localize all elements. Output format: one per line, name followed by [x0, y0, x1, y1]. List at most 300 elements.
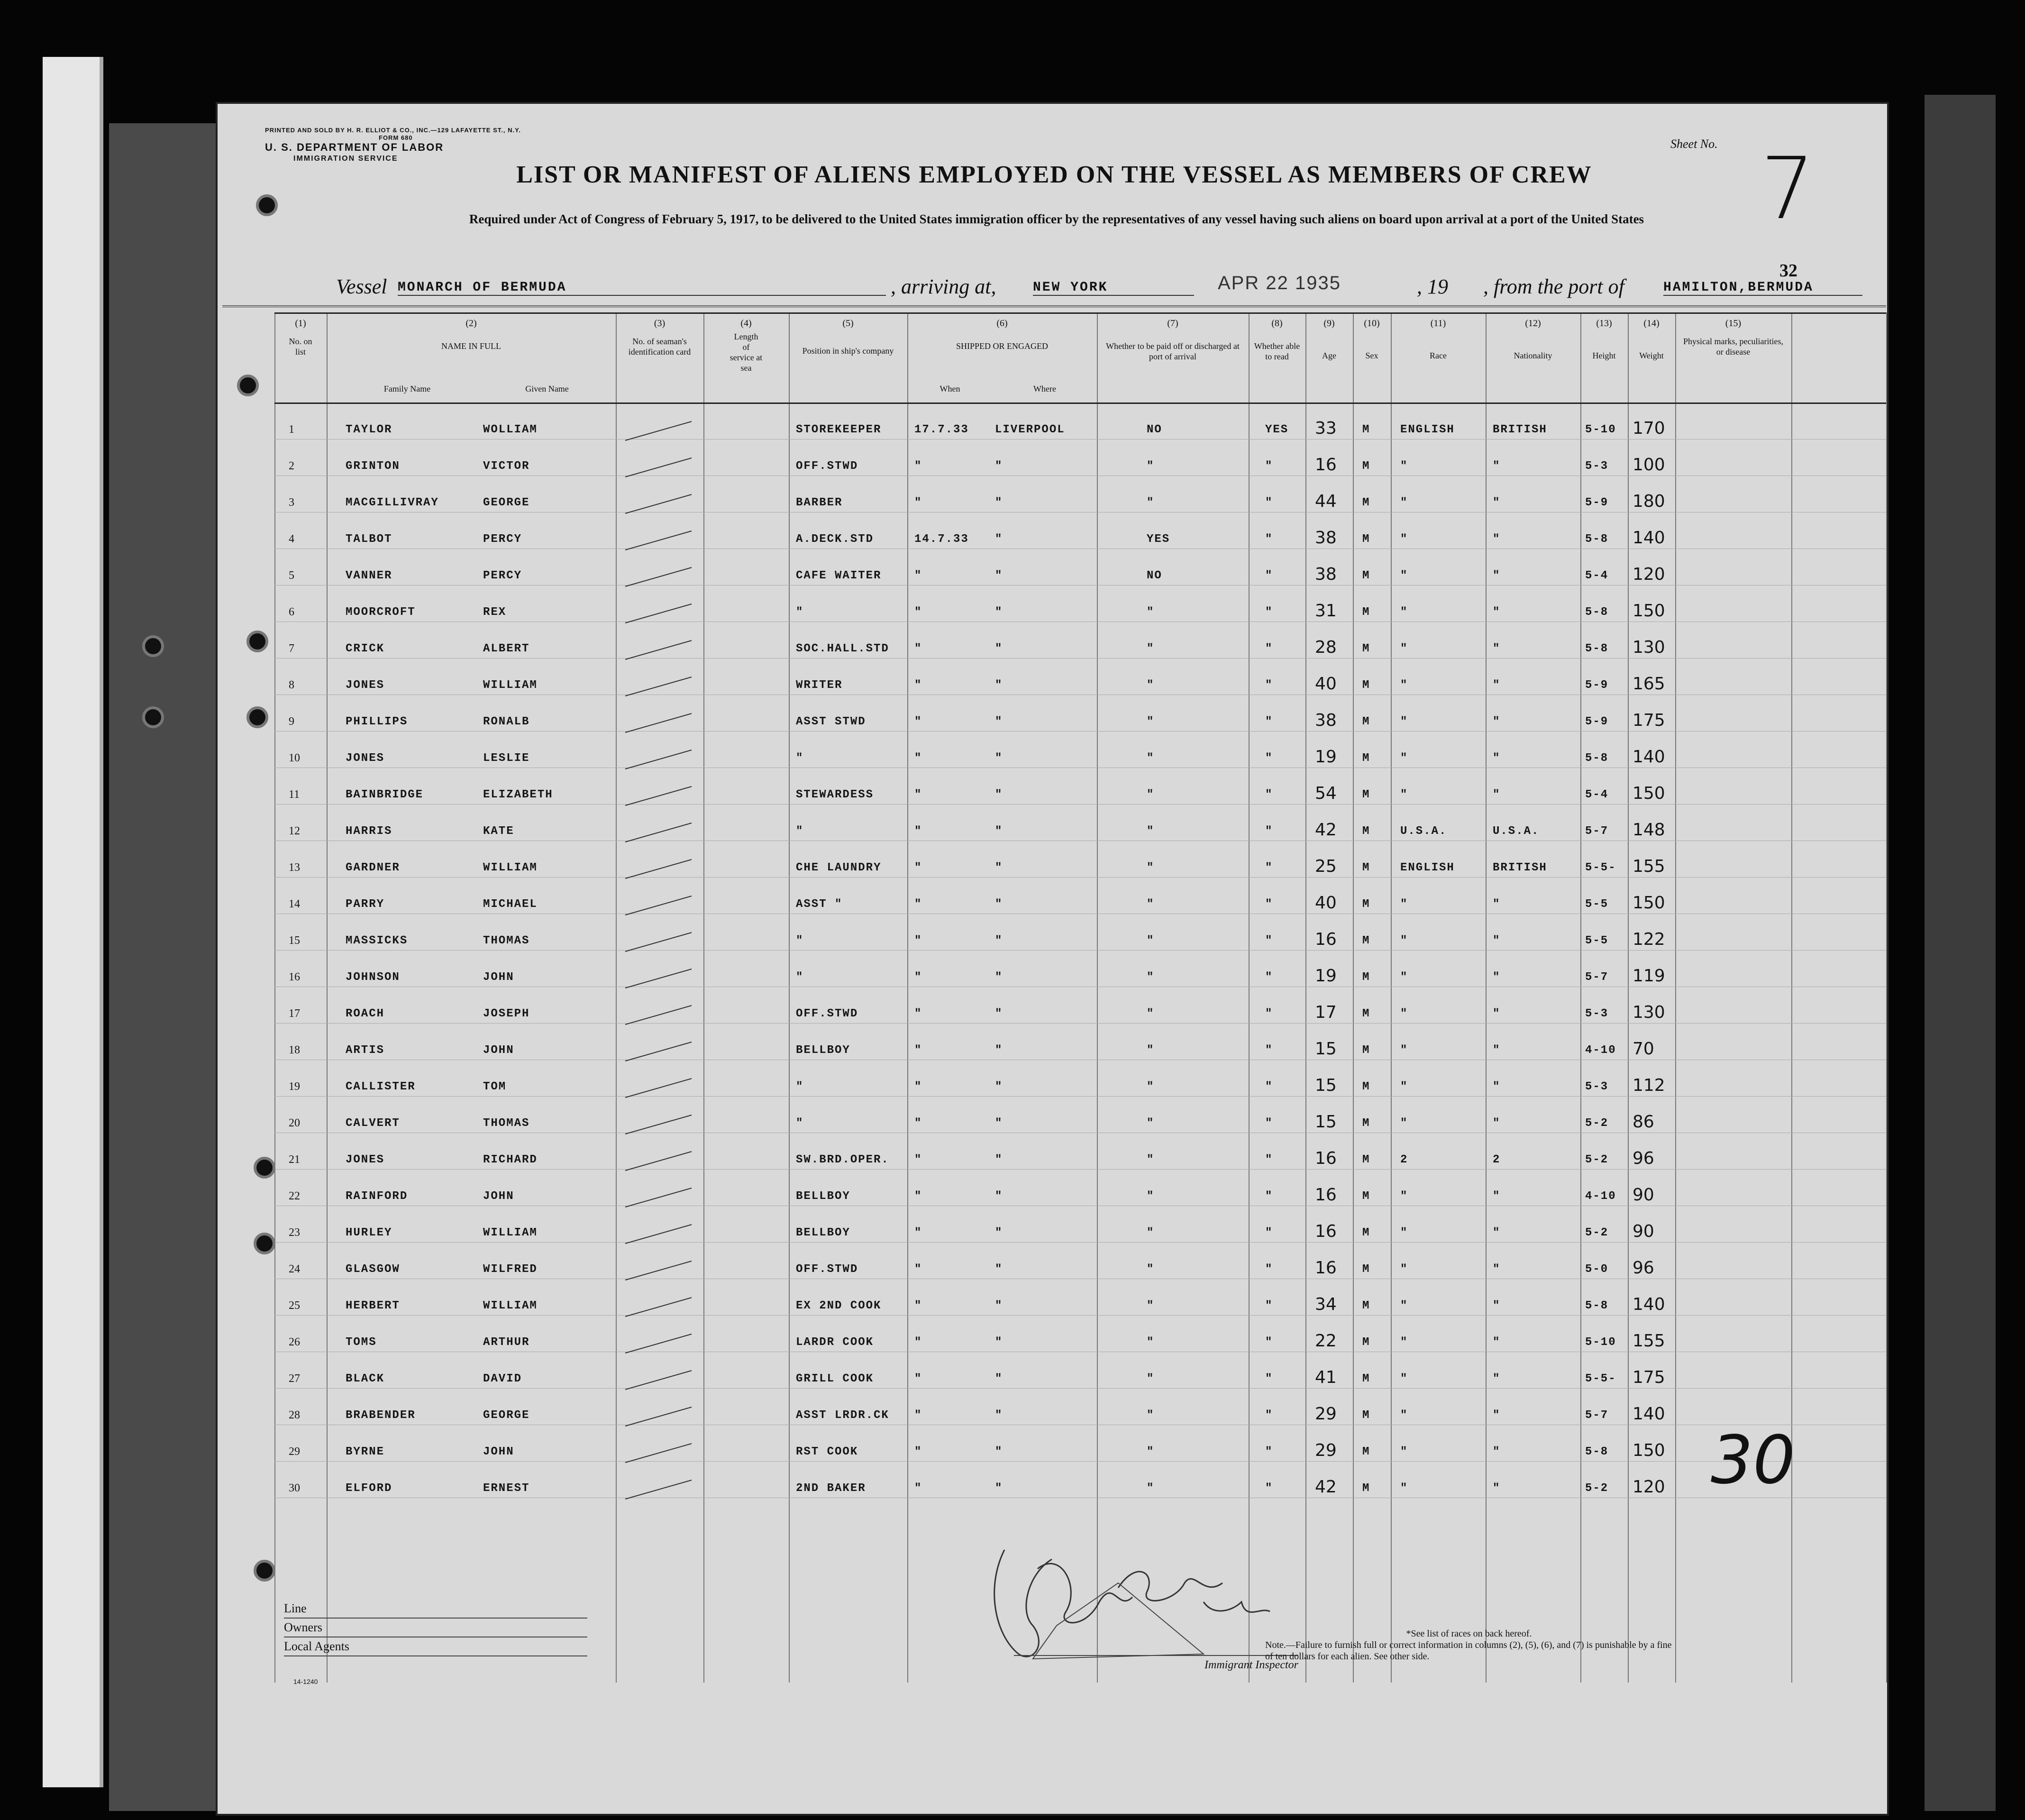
cell-height: 5-5- [1585, 861, 1616, 874]
cell-height: 5-5 [1585, 898, 1609, 911]
cell-read: " [1265, 1409, 1273, 1422]
cell-position: SW.BRD.OPER. [796, 1153, 889, 1166]
cell-family: HURLEY [346, 1226, 392, 1239]
cell-family: HERBERT [346, 1299, 400, 1312]
cell-paid-off: " [1147, 971, 1155, 984]
cell-height: 5-2 [1585, 1153, 1609, 1166]
cell-weight: 70 [1633, 1039, 1654, 1059]
cell-where: " [995, 642, 1003, 655]
department-name: U. S. DEPARTMENT OF LABOR [265, 141, 444, 153]
col2-num: (2) [465, 318, 477, 329]
cell-where: " [995, 460, 1003, 473]
cell-no: 22 [289, 1190, 300, 1202]
cell-paid-off: " [1147, 1445, 1155, 1458]
cell-sex: M [1362, 752, 1370, 765]
cell-no: 20 [289, 1117, 300, 1129]
cell-given: LESLIE [483, 752, 530, 765]
cell-where: " [995, 825, 1003, 838]
col14-num: (14) [1643, 318, 1660, 329]
cell-when: " [914, 898, 922, 911]
cell-sex: M [1362, 569, 1370, 582]
cell-when: " [914, 1482, 922, 1495]
cell-height: 5-3 [1585, 460, 1609, 473]
cell-weight: 130 [1633, 638, 1665, 657]
cell-position: EX 2ND COOK [796, 1299, 882, 1312]
cell-race: " [1400, 898, 1408, 911]
cell-race: " [1400, 971, 1408, 984]
cell-family: PHILLIPS [346, 715, 408, 728]
cell-race: " [1400, 715, 1408, 728]
col2-label: NAME IN FULL [441, 341, 501, 351]
cell-given: ERNEST [483, 1482, 530, 1495]
cell-race: " [1400, 1190, 1408, 1203]
cell-race: ENGLISH [1400, 861, 1455, 874]
year-label: , 19 [1417, 275, 1448, 298]
cell-family: BLACK [346, 1372, 385, 1385]
cell-where: " [995, 1153, 1003, 1166]
cell-where: " [995, 496, 1003, 509]
cell-family: PARRY [346, 898, 385, 911]
cell-when: " [914, 569, 922, 582]
cell-race: " [1400, 1263, 1408, 1276]
cell-given: WILLIAM [483, 1299, 538, 1312]
cell-paid-off: " [1147, 1117, 1155, 1130]
cell-sex: M [1362, 1153, 1370, 1166]
cell-read: " [1265, 606, 1273, 619]
binder-backing [109, 123, 218, 1811]
cell-age: 42 [1315, 820, 1337, 840]
cell-read: " [1265, 752, 1273, 765]
cell-age: 42 [1315, 1477, 1337, 1497]
cell-nationality: 2 [1493, 1153, 1501, 1166]
cell-race: " [1400, 1372, 1408, 1385]
cell-read: " [1265, 569, 1273, 582]
cell-read: " [1265, 971, 1273, 984]
cell-nationality: " [1493, 1372, 1501, 1385]
cell-race: " [1400, 679, 1408, 692]
col6-num: (6) [996, 318, 1008, 329]
cell-position: SOC.HALL.STD [796, 642, 889, 655]
page-title: LIST OR MANIFEST OF ALIENS EMPLOYED ON THE VESSEL AS MEMBERS OF CREW [516, 161, 1592, 188]
cell-sex: M [1362, 788, 1370, 801]
cell-position: LARDR COOK [796, 1336, 874, 1349]
cell-race: " [1400, 1299, 1408, 1312]
cell-family: MOORCROFT [346, 606, 416, 619]
cell-when: " [914, 1153, 922, 1166]
cell-position: ASST LRDR.CK [796, 1409, 889, 1422]
cell-nationality: " [1493, 1190, 1501, 1203]
cell-weight: 122 [1633, 930, 1665, 949]
cell-when: " [914, 1372, 922, 1385]
cell-height: 5-5 [1585, 934, 1609, 947]
cell-when: " [914, 861, 922, 874]
manifest-sheet [216, 102, 1889, 1816]
cell-height: 5-3 [1585, 1007, 1609, 1020]
cell-where: " [995, 1190, 1003, 1203]
cell-weight: 120 [1633, 565, 1665, 584]
cell-nationality: " [1493, 752, 1501, 765]
cell-weight: 150 [1633, 1441, 1665, 1460]
cell-read: " [1265, 1445, 1273, 1458]
col6-where: Where [1033, 384, 1056, 393]
cell-paid-off: " [1147, 1190, 1155, 1203]
cell-family: ARTIS [346, 1044, 385, 1057]
dash-mark [625, 1115, 692, 1134]
cell-age: 25 [1315, 857, 1337, 876]
cell-family: MASSICKS [346, 934, 408, 947]
cell-read: YES [1265, 423, 1289, 436]
cell-height: 5-2 [1585, 1482, 1609, 1495]
cell-no: 12 [289, 825, 300, 837]
cell-sex: M [1362, 1080, 1370, 1093]
cell-weight: 175 [1633, 1368, 1665, 1387]
cell-position: ASST " [796, 898, 843, 911]
footer-form-number: 14-1240 [293, 1678, 318, 1685]
cell-given: KATE [483, 825, 514, 838]
cell-when: " [914, 642, 922, 655]
cell-paid-off: " [1147, 1372, 1155, 1385]
cell-age: 38 [1315, 565, 1337, 584]
cell-paid-off: " [1147, 1153, 1155, 1166]
dash-mark [625, 458, 692, 477]
dash-mark [625, 1152, 692, 1171]
cell-paid-off: " [1147, 642, 1155, 655]
cell-no: 21 [289, 1153, 300, 1166]
cell-paid-off: " [1147, 1482, 1155, 1495]
cell-nationality: " [1493, 715, 1501, 728]
id-card-dash-marks [616, 402, 703, 1540]
cell-race: " [1400, 788, 1408, 801]
cell-weight: 155 [1633, 1331, 1665, 1351]
binder-tab [43, 57, 103, 1787]
cell-read: " [1265, 1372, 1273, 1385]
cell-weight: 86 [1633, 1112, 1654, 1132]
cell-height: 5-8 [1585, 752, 1609, 765]
cell-given: ELIZABETH [483, 788, 553, 801]
cell-weight: 100 [1633, 455, 1665, 475]
dash-mark [625, 1188, 692, 1207]
cell-given: GEORGE [483, 496, 530, 509]
cell-position: CAFE WAITER [796, 569, 882, 582]
sheet-no-label: Sheet No. [1670, 137, 1718, 151]
cell-read: " [1265, 934, 1273, 947]
cell-no: 25 [289, 1299, 300, 1312]
sheet-number: 7 [1760, 139, 1815, 238]
cell-where: " [995, 1117, 1003, 1130]
cell-position: " [796, 934, 804, 947]
cell-sex: M [1362, 1482, 1370, 1495]
cell-where: " [995, 898, 1003, 911]
cell-weight: 140 [1633, 1295, 1665, 1314]
service-name: IMMIGRATION SERVICE [293, 155, 398, 163]
cell-sex: M [1362, 1007, 1370, 1020]
cell-sex: M [1362, 1372, 1370, 1385]
cell-sex: M [1362, 898, 1370, 911]
cell-position: OFF.STWD [796, 1007, 858, 1020]
col11-num: (11) [1430, 318, 1446, 329]
cell-read: " [1265, 1226, 1273, 1239]
cell-given: RONALB [483, 715, 530, 728]
cell-age: 15 [1315, 1076, 1337, 1095]
col6-label: SHIPPED OR ENGAGED [956, 341, 1048, 351]
cell-family: BRABENDER [346, 1409, 416, 1422]
owners-label: Owners [284, 1619, 587, 1637]
cell-paid-off: " [1147, 1263, 1155, 1276]
cell-position: BELLBOY [796, 1190, 850, 1203]
col7-num: (7) [1167, 318, 1178, 329]
vessel-name: MONARCH OF BERMUDA [398, 280, 886, 296]
cell-age: 34 [1315, 1295, 1337, 1314]
cell-race: 2 [1400, 1153, 1408, 1166]
cell-age: 16 [1315, 455, 1337, 475]
cell-weight: 180 [1633, 492, 1665, 511]
cell-family: RAINFORD [346, 1190, 408, 1203]
dash-mark [625, 1371, 692, 1390]
cell-nationality: " [1493, 460, 1501, 473]
cell-given: THOMAS [483, 934, 530, 947]
cell-sex: M [1362, 606, 1370, 619]
cell-age: 54 [1315, 784, 1337, 803]
col13-label: Height [1592, 351, 1616, 360]
cell-age: 31 [1315, 601, 1337, 621]
cell-read: " [1265, 496, 1273, 509]
cell-read: " [1265, 533, 1273, 546]
cell-age: 16 [1315, 1222, 1337, 1241]
cell-family: BAINBRIDGE [346, 788, 424, 801]
col10-label: Sex [1365, 351, 1378, 360]
cell-paid-off: NO [1147, 569, 1162, 582]
cell-where: " [995, 569, 1003, 582]
cell-when: " [914, 1190, 922, 1203]
cell-weight: 155 [1633, 857, 1665, 876]
cell-where: " [995, 1336, 1003, 1349]
col1-label: No. on list [289, 337, 312, 357]
dash-mark [625, 640, 692, 659]
cell-weight: 90 [1633, 1185, 1654, 1205]
cell-no: 1 [289, 423, 294, 436]
cell-family: ROACH [346, 1007, 385, 1020]
cell-family: JONES [346, 752, 385, 765]
cell-sex: M [1362, 1299, 1370, 1312]
col15-num: (15) [1725, 318, 1742, 329]
cell-race: " [1400, 1117, 1408, 1130]
punch-hole [246, 631, 268, 652]
form-number: FORM 680 [379, 134, 413, 141]
cell-given: PERCY [483, 533, 522, 546]
col3-num: (3) [654, 318, 666, 329]
cell-paid-off: " [1147, 460, 1155, 473]
cell-family: CALLISTER [346, 1080, 416, 1093]
dash-mark [625, 1407, 692, 1426]
cell-age: 17 [1315, 1003, 1337, 1022]
cell-given: WILLIAM [483, 1226, 538, 1239]
cell-family: BYRNE [346, 1445, 385, 1458]
cell-no: 7 [289, 642, 294, 655]
cell-when: " [914, 606, 922, 619]
vessel-line [336, 274, 1891, 303]
dash-mark [625, 1006, 692, 1024]
cell-when: " [914, 1336, 922, 1349]
cell-position: BELLBOY [796, 1226, 850, 1239]
cell-paid-off: " [1147, 752, 1155, 765]
cell-sex: M [1362, 1409, 1370, 1422]
cell-where: " [995, 752, 1003, 765]
footnote-races: *See list of races on back hereof. [1406, 1628, 1532, 1639]
cell-read: " [1265, 1044, 1273, 1057]
cell-position: 2ND BAKER [796, 1482, 866, 1495]
dash-mark [625, 494, 692, 513]
cell-race: " [1400, 752, 1408, 765]
col12-num: (12) [1525, 318, 1541, 329]
dash-mark [625, 823, 692, 842]
cell-where: " [995, 1299, 1003, 1312]
cell-height: 5-9 [1585, 715, 1609, 728]
cell-when: " [914, 825, 922, 838]
cell-paid-off: " [1147, 1044, 1155, 1057]
cell-no: 2 [289, 460, 294, 472]
cell-race: " [1400, 569, 1408, 582]
cell-nationality: U.S.A. [1493, 825, 1540, 838]
col5-label: Position in ship's company [802, 346, 894, 356]
cell-where: " [995, 533, 1003, 546]
cell-family: MACGILLIVRAY [346, 496, 439, 509]
cell-sex: M [1362, 1445, 1370, 1458]
cell-weight: 90 [1633, 1222, 1654, 1241]
col4-num: (4) [740, 318, 752, 329]
cell-weight: 165 [1633, 674, 1665, 694]
cell-position: " [796, 606, 804, 619]
cell-when: " [914, 971, 922, 984]
cell-paid-off: " [1147, 861, 1155, 874]
cell-height: 5-5- [1585, 1372, 1616, 1385]
cell-read: " [1265, 460, 1273, 473]
cell-age: 15 [1315, 1112, 1337, 1132]
dash-mark [625, 1225, 692, 1244]
cell-height: 5-8 [1585, 1445, 1609, 1458]
cell-height: 5-8 [1585, 1299, 1609, 1312]
cell-nationality: " [1493, 934, 1501, 947]
arriving-label: , arriving at, [891, 275, 996, 298]
cell-given: THOMAS [483, 1117, 530, 1130]
col7-label: Whether to be paid off or discharged at port of arrival [1106, 341, 1240, 361]
cell-sex: M [1362, 642, 1370, 655]
cell-sex: M [1362, 1044, 1370, 1057]
cell-position: RST COOK [796, 1445, 858, 1458]
cell-family: JONES [346, 1153, 385, 1166]
top-rule [222, 305, 1886, 307]
cell-age: 19 [1315, 747, 1337, 767]
cell-where: " [995, 1409, 1003, 1422]
cell-race: " [1400, 1409, 1408, 1422]
cell-position: ASST STWD [796, 715, 866, 728]
vessel-label: Vessel [336, 275, 387, 298]
cell-read: " [1265, 1153, 1273, 1166]
line-label: Line [284, 1600, 587, 1619]
cell-paid-off: " [1147, 715, 1155, 728]
cell-weight: 112 [1633, 1076, 1665, 1095]
cell-height: 5-10 [1585, 1336, 1616, 1349]
cell-when: " [914, 1117, 922, 1130]
cell-position: STEWARDESS [796, 788, 874, 801]
cell-race: " [1400, 1336, 1408, 1349]
cell-no: 30 [289, 1482, 300, 1494]
cell-no: 27 [289, 1372, 300, 1385]
cell-weight: 150 [1633, 784, 1665, 803]
cell-family: TALBOT [346, 533, 392, 546]
cell-where: " [995, 861, 1003, 874]
cell-sex: M [1362, 861, 1370, 874]
cell-position: CHE LAUNDRY [796, 861, 882, 874]
cell-paid-off: " [1147, 1226, 1155, 1239]
cell-height: 5-8 [1585, 642, 1609, 655]
cell-weight: 140 [1633, 528, 1665, 548]
cell-no: 6 [289, 606, 294, 618]
cell-no: 4 [289, 533, 294, 545]
dash-mark [625, 1261, 692, 1280]
col10-num: (10) [1364, 318, 1380, 329]
footer-labels [284, 1600, 587, 1656]
cell-nationality: " [1493, 1080, 1501, 1093]
cell-given: JOHN [483, 1044, 514, 1057]
cell-position: " [796, 1080, 804, 1093]
cell-age: 15 [1315, 1039, 1337, 1059]
cell-read: " [1265, 1299, 1273, 1312]
cell-where: " [995, 606, 1003, 619]
cell-nationality: " [1493, 1482, 1501, 1495]
dash-mark [625, 567, 692, 586]
dash-mark [625, 1444, 692, 1463]
cell-no: 3 [289, 496, 294, 509]
from-label: , from the port of [1483, 275, 1624, 298]
immigrant-inspector-label: Immigrant Inspector [1014, 1655, 1298, 1672]
cell-height: 5-8 [1585, 606, 1609, 619]
col4-label: Length of service at sea [730, 332, 763, 373]
binder-backing-right [1925, 95, 1996, 1811]
col1-num: (1) [295, 318, 306, 329]
cell-height: 5-10 [1585, 423, 1616, 436]
cell-weight: 150 [1633, 893, 1665, 913]
cell-age: 29 [1315, 1404, 1337, 1424]
cell-height: 5-9 [1585, 496, 1609, 509]
cell-where: " [995, 1372, 1003, 1385]
col2-given: Given Name [525, 384, 569, 393]
cell-given: ARTHUR [483, 1336, 530, 1349]
cell-height: 5-3 [1585, 1080, 1609, 1093]
cell-no: 29 [289, 1445, 300, 1458]
dash-mark [625, 531, 692, 550]
cell-paid-off: " [1147, 898, 1155, 911]
cell-height: 5-4 [1585, 569, 1609, 582]
cell-race: " [1400, 460, 1408, 473]
cell-given: JOHN [483, 1190, 514, 1203]
cell-nationality: " [1493, 788, 1501, 801]
cell-paid-off: " [1147, 788, 1155, 801]
col15-label: Physical marks, peculiarities, or disease [1683, 337, 1783, 357]
cell-where: " [995, 971, 1003, 984]
cell-nationality: BRITISH [1493, 423, 1547, 436]
cell-paid-off: " [1147, 679, 1155, 692]
cell-race: " [1400, 1080, 1408, 1093]
dash-mark [625, 1298, 692, 1317]
cell-race: " [1400, 533, 1408, 546]
cell-nationality: " [1493, 1445, 1501, 1458]
cell-read: " [1265, 861, 1273, 874]
cell-age: 22 [1315, 1331, 1337, 1351]
cell-nationality: " [1493, 1263, 1501, 1276]
cell-no: 9 [289, 715, 294, 728]
cell-read: " [1265, 898, 1273, 911]
punch-hole [142, 635, 164, 657]
